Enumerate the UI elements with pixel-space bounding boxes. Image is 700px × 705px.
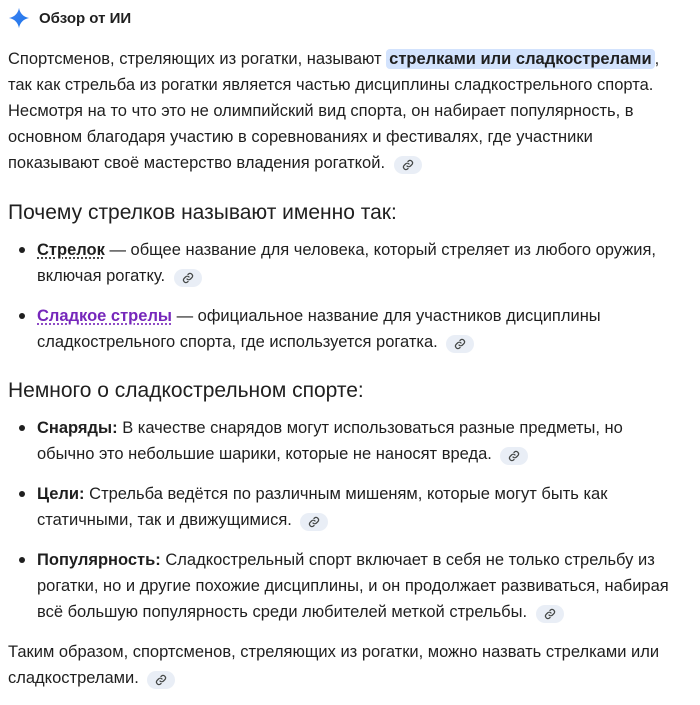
list-item [8, 303, 682, 355]
list-item-text: Стрельба ведётся по различным мишеням, которые могут быть как статичными, так и движущимися. [37, 485, 608, 529]
intro-text-after: , так как стрельба из рогатки является частью дисциплины сладкострельного спорта. Несмотря на то что это не олимпийский вид спорта, он набирает популярность, в основном благодаря участию в соревнованиях и фестивалях, где участники показывают своё мастерство владения рогаткой. [8, 50, 660, 172]
section1-list [8, 237, 682, 355]
list-item [8, 415, 682, 467]
link-icon [508, 450, 520, 462]
list-item-text: — общее название для человека, который стреляет из любого оружия, включая рогатку. [37, 241, 657, 285]
source-link-chip[interactable] [147, 671, 175, 689]
section1-heading: Почему стрелков называют именно так: [8, 201, 397, 224]
source-link-chip[interactable] [446, 335, 474, 353]
list-item-text: Сладкострельный спорт включает в себя не только стрельбу из рогатки, но и другие похожие дисциплины, и он продолжает развиваться, набирая всё большую популярность среди любителей меткой стрельбы. [37, 551, 669, 621]
term-link[interactable]: Сладкое стрелы [37, 307, 173, 325]
bullet [19, 425, 25, 431]
ai-overview-header [8, 0, 682, 36]
list-item [8, 547, 682, 625]
ai-overview-title: Обзор от ИИ [39, 9, 132, 27]
list-item [8, 481, 682, 533]
section2-list [8, 415, 682, 625]
link-icon [544, 608, 556, 620]
section2-heading: Немного о сладкострельном спорте: [8, 379, 364, 402]
link-icon [182, 272, 194, 284]
link-icon [402, 159, 414, 171]
outro-paragraph [8, 639, 682, 691]
source-link-chip[interactable] [394, 156, 422, 174]
bullet [19, 313, 25, 319]
intro-highlight: стрелками или сладкострелами [386, 49, 654, 69]
link-icon [308, 516, 320, 528]
source-link-chip[interactable] [300, 513, 328, 531]
gemini-sparkle-icon [8, 7, 30, 29]
bullet [19, 247, 25, 253]
item-term: Цели: [37, 485, 85, 503]
link-icon [155, 674, 167, 686]
item-term: Снаряды: [37, 419, 118, 437]
source-link-chip[interactable] [536, 605, 564, 623]
list-item-text: — официальное название для участников дисциплины сладкострельного спорта, где используется рогатка. [37, 307, 601, 351]
outro-text: Таким образом, спортсменов, стреляющих из рогатки, можно назвать стрелками или сладкострелами. [8, 643, 660, 687]
source-link-chip[interactable] [174, 269, 202, 287]
bullet [19, 491, 25, 497]
item-term: Популярность: [37, 551, 161, 569]
intro-text-before: Спортсменов, стреляющих из рогатки, называют [8, 50, 387, 68]
bullet [19, 557, 25, 563]
intro-paragraph [8, 46, 682, 176]
term-link[interactable]: Стрелок [37, 241, 105, 259]
link-icon [454, 338, 466, 350]
list-item [8, 237, 682, 289]
source-link-chip[interactable] [500, 447, 528, 465]
list-item-text: В качестве снарядов могут использоваться разные предметы, но обычно это небольшие шарики, которые не наносят вреда. [37, 419, 623, 463]
